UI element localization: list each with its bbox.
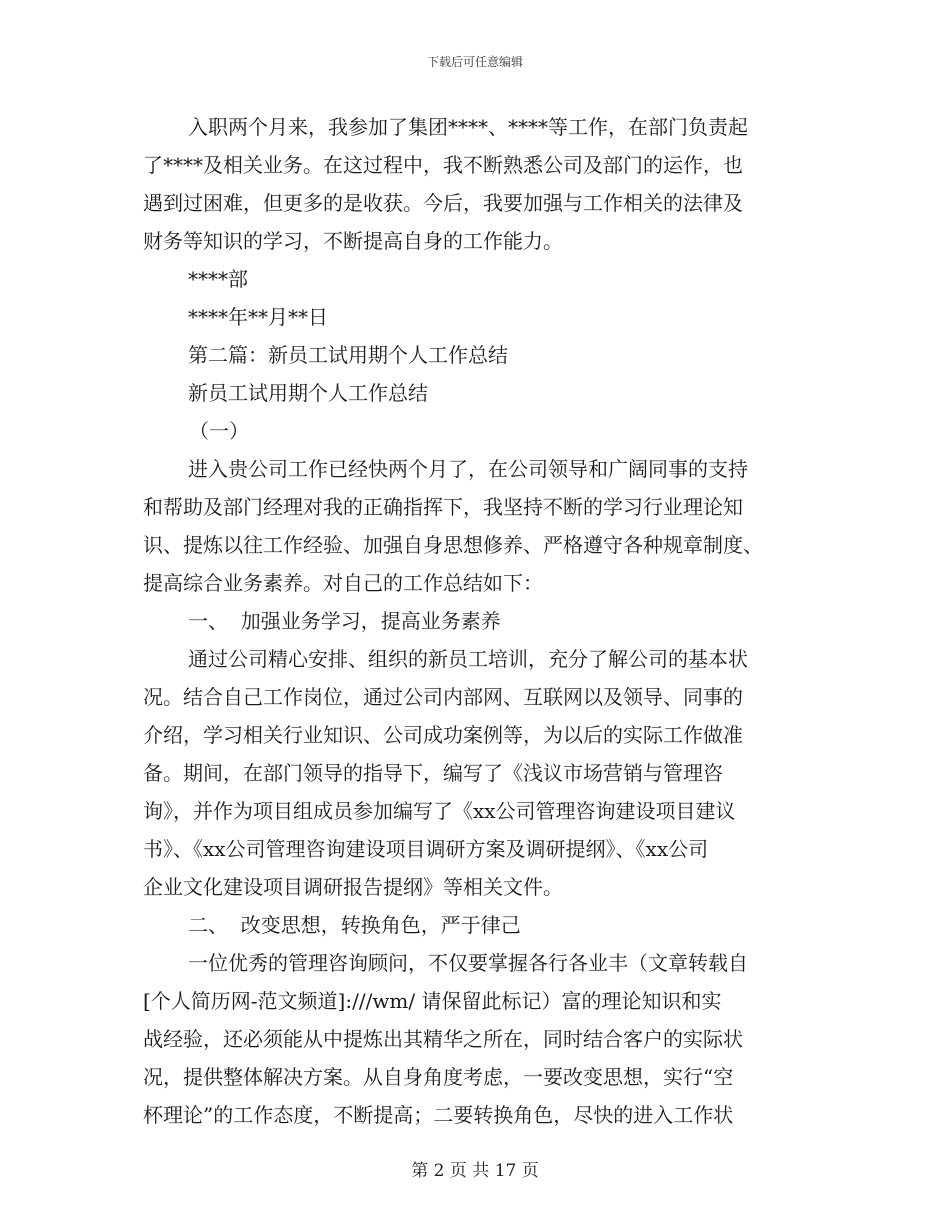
section-number: （一） <box>189 419 249 443</box>
page-number-footer: 第 2 页 共 17 页 <box>411 1161 539 1181</box>
section-heading: 一、 加强业务学习，提高业务素养 <box>188 609 501 633</box>
paragraph-line: 通过公司精心安排、组织的新员工培训，充分了解公司的基本状 <box>188 647 748 671</box>
chapter-title: 第二篇：新员工试用期个人工作总结 <box>188 343 508 367</box>
paragraph-line: 财务等知识的学习，不断提高自身的工作能力。 <box>143 229 563 253</box>
paragraph-line: 杯理论”的工作态度，不断提高；二要转换角色，尽快的进入工作状 <box>143 1103 734 1127</box>
date-line: ****年**月**日 <box>188 305 328 329</box>
document-title: 新员工试用期个人工作总结 <box>188 381 428 405</box>
paragraph-line: 介绍，学习相关行业知识、公司成功案例等，为以后的实际工作做准 <box>143 723 743 747</box>
paragraph-line: 询》，并作为项目组成员参加编写了《xx公司管理咨询建设项目建议 <box>143 799 736 823</box>
paragraph-line: 入职两个月来，我参加了集团****、****等工作，在部门负责起 <box>188 115 748 139</box>
paragraph-line: 况，提供整体解决方案。从自身角度考虑，一要改变思想，实行“空 <box>143 1065 734 1089</box>
paragraph-line: 提高综合业务素养。对自己的工作总结如下： <box>143 571 543 595</box>
paragraph-line: 战经验，还必须能从中提炼出其精华之所在，同时结合客户的实际状 <box>143 1027 743 1051</box>
paragraph-line: 进入贵公司工作已经快两个月了，在公司领导和广阔同事的支持 <box>188 457 748 481</box>
paragraph-line: 遇到过困难，但更多的是收获。今后，我要加强与工作相关的法律及 <box>143 191 743 215</box>
paragraph-line: 备。期间，在部门领导的指导下，编写了《浅议市场营销与管理咨 <box>143 761 723 785</box>
page-header: 下载后可任意编辑 <box>426 55 523 69</box>
section-heading: 二、 改变思想，转换角色，严于律己 <box>188 913 521 937</box>
paragraph-line: 识、提炼以往工作经验、加强自身思想修养、严格遵守各种规章制度、 <box>143 533 763 557</box>
document-body <box>143 108 808 1134</box>
paragraph-line: 和帮助及部门经理对我的正确指挥下，我坚持不断的学习行业理论知 <box>143 495 743 519</box>
paragraph-line: 了****及相关业务。在这过程中，我不断熟悉公司及部门的运作，也 <box>143 153 743 177</box>
paragraph-line: 一位优秀的管理咨询顾问，不仅要掌握各行各业丰（文章转载自 <box>188 951 748 975</box>
paragraph-line: 企业文化建设项目调研报告提纲》等相关文件。 <box>143 875 563 899</box>
paragraph-line: 况。结合自己工作岗位，通过公司内部网、互联网以及领导、同事的 <box>143 685 743 709</box>
paragraph-line: [个人简历网-范文频道]:///wm/ 请保留此标记）富的理论知识和实 <box>143 989 722 1013</box>
department-signature: ****部 <box>188 267 248 291</box>
paragraph-line: 书》、《xx公司管理咨询建设项目调研方案及调研提纲》、《xx公司 <box>143 837 709 861</box>
